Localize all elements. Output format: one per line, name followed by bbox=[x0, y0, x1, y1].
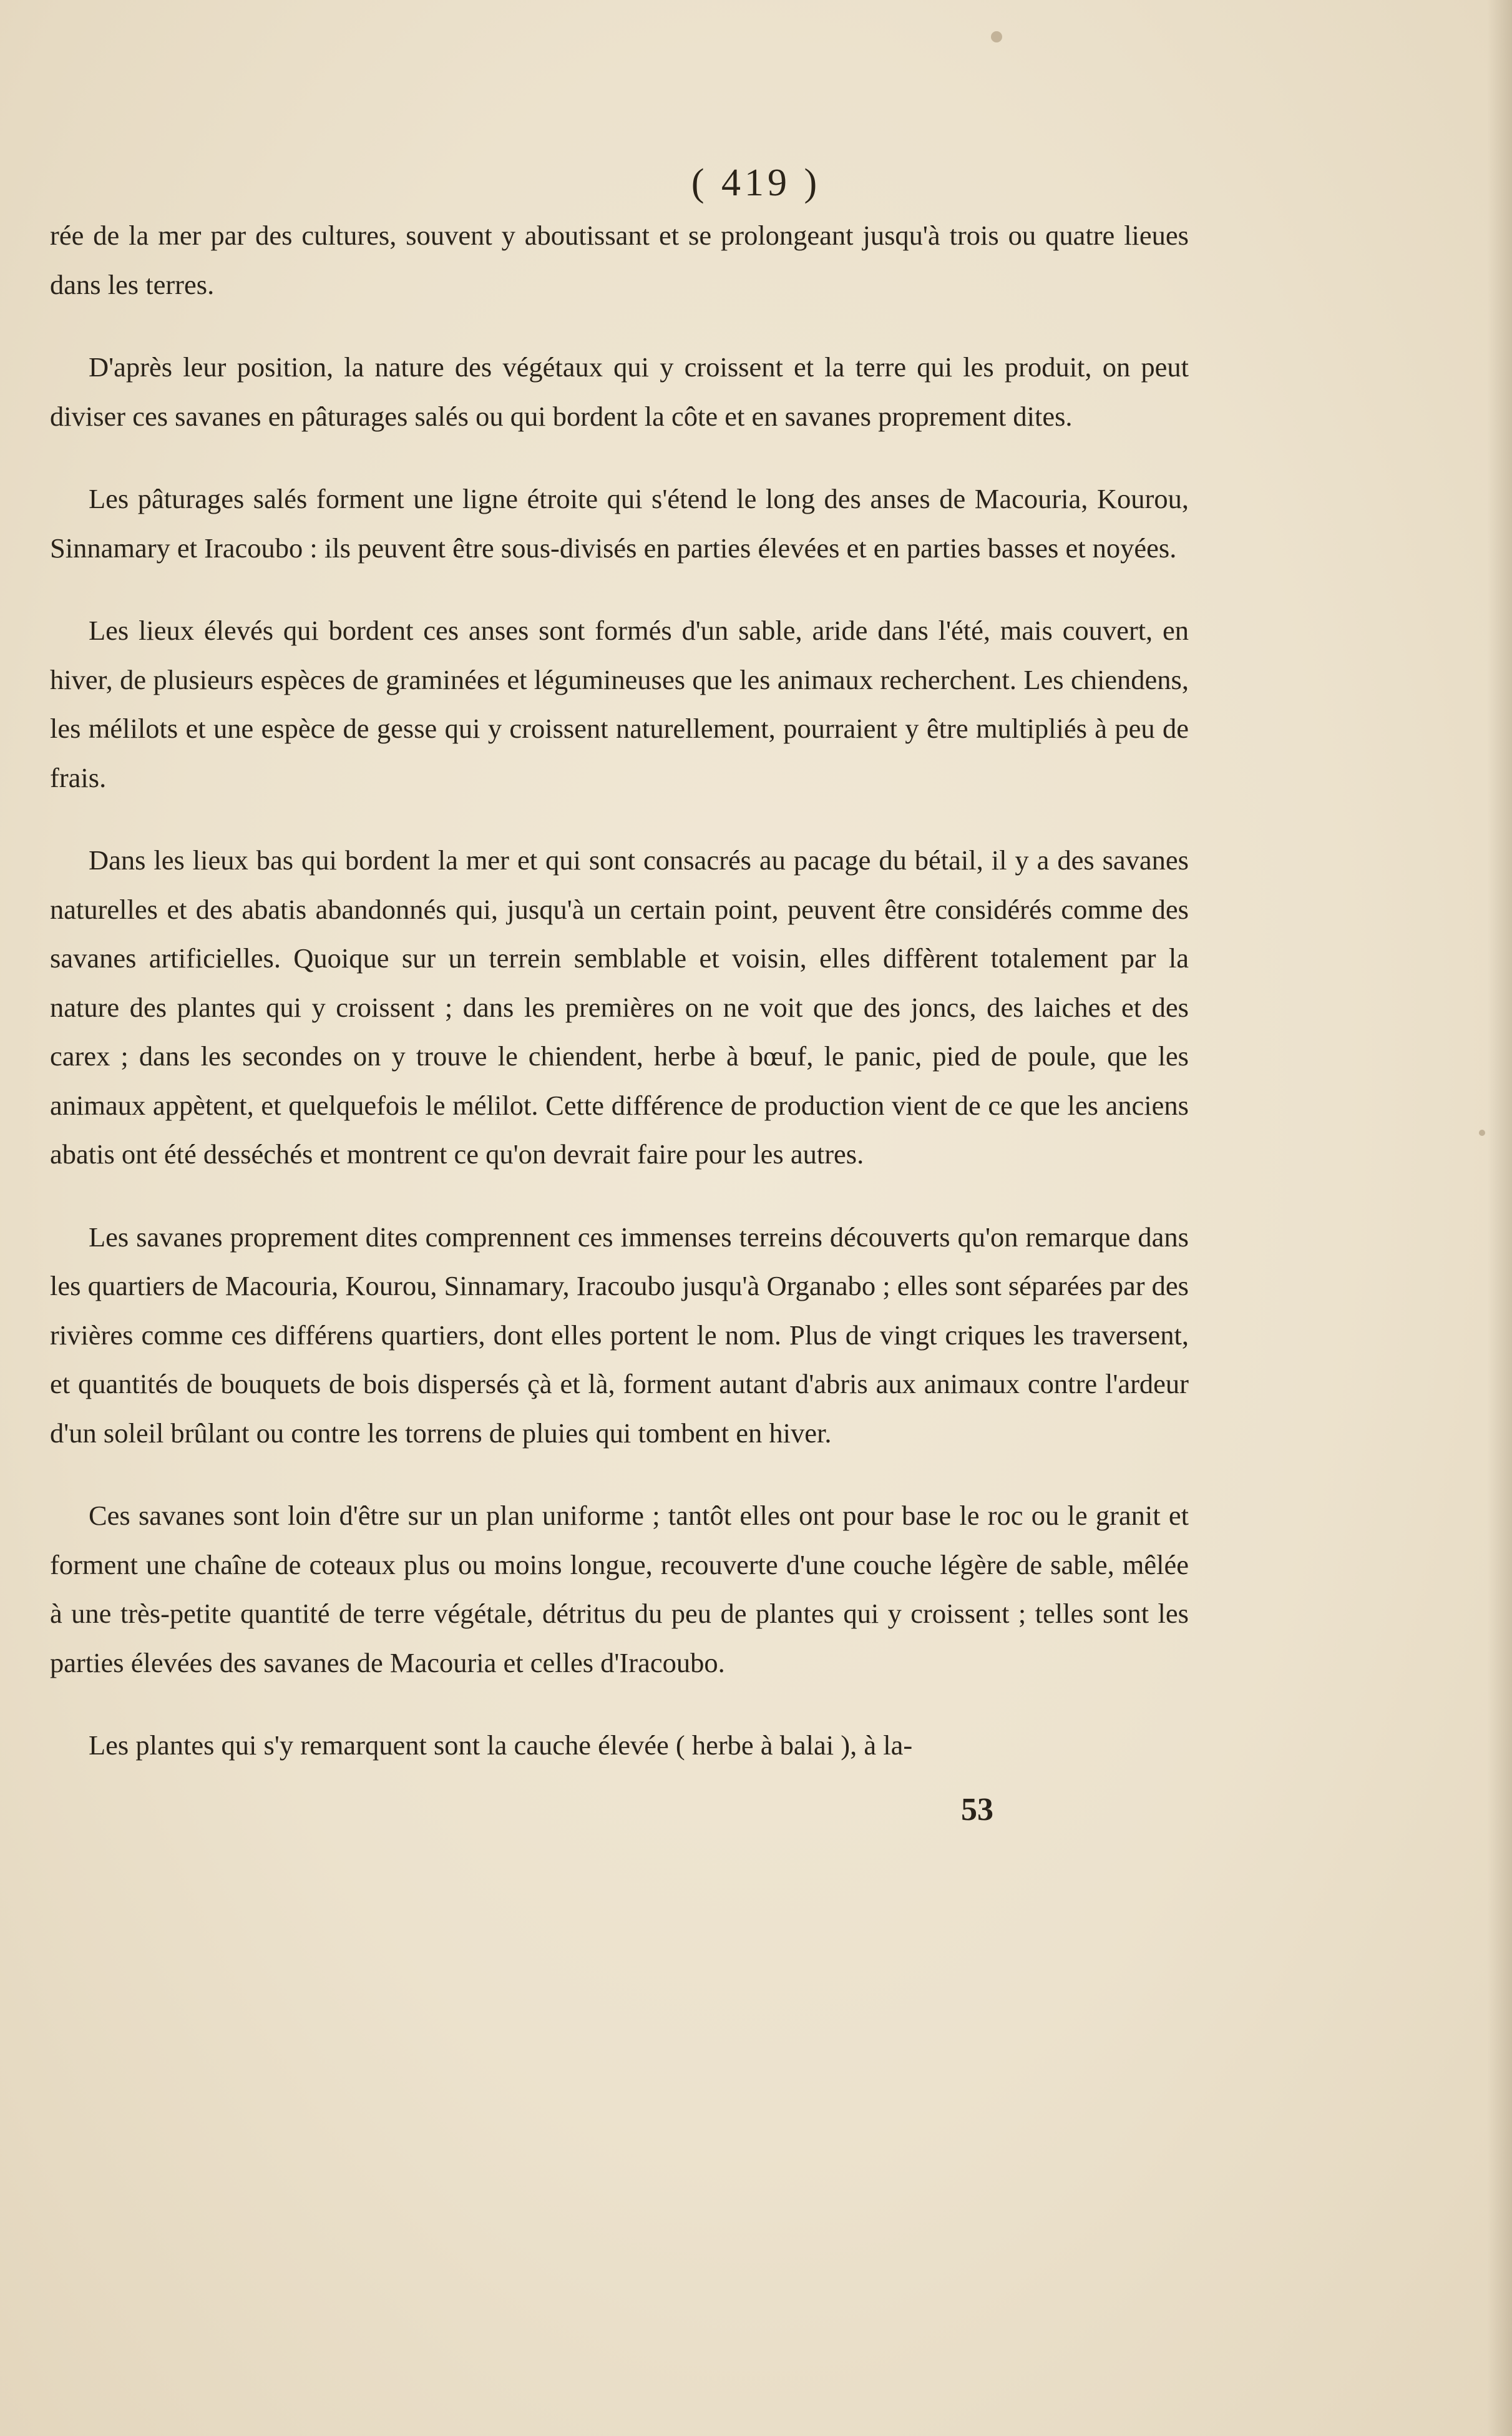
paper-stain bbox=[1479, 1130, 1485, 1136]
paragraph-6: Les savanes proprement dites comprennent ces immenses terreins découverts qu'on remarque dans les quartiers de Macouria, Kourou, Sinnamary, Iracoubo jusqu'à Organabo ; elles sont séparées par des rivières comme ces différens quartiers, dont elles portent le nom. Plus de vingt criques les traversent, et quantités de bouquets de bois dispersés çà et là, forment autant d'abris aux animaux contre l'ardeur d'un soleil brûlant ou contre les torrens de pluies qui tombent en hiver. bbox=[50, 1221, 1189, 1449]
page-number: ( 419 ) bbox=[691, 162, 821, 204]
paragraph-1: rée de la mer par des cultures, souvent y aboutissant et se prolongeant jusqu'à trois ou quatre lieues dans les terres. bbox=[50, 220, 1189, 300]
paragraph-3: Les pâturages salés forment une ligne étroite qui s'étend le long des anses de Macouria, Kourou, Sinnamary et Iracoubo : ils peuvent être sous-divisés en parties élevées et en parties basses et noyées. bbox=[50, 483, 1189, 564]
paragraph-7: Ces savanes sont loin d'être sur un plan uniforme ; tantôt elles ont pour base le roc ou le granit et forment une chaîne de coteaux plus ou moins longue, recouverte d'une couche légère de sable, mêlée à une très-petite quantité de terre végétale, détritus du peu de plantes qui y croissent ; telles sont les parties élevées des savanes de Macouria et celles d'Iracoubo. bbox=[50, 1500, 1189, 1678]
signature-mark: 53 bbox=[961, 1792, 993, 1827]
paragraph-8: Les plantes qui s'y remarquent sont la cauche élevée ( herbe à balai ), à la- bbox=[89, 1729, 913, 1761]
page-edge-shadow bbox=[1487, 0, 1512, 2436]
paragraph-4: Les lieux élevés qui bordent ces anses sont formés d'un sable, aride dans l'été, mais couvert, en hiver, de plusieurs espèces de graminées et légumineuses que les animaux recherchent. Les chiendens, les mélilots et une espèce de gesse qui y croissent naturellement, pourraient y être multipliés à peu de frais. bbox=[50, 615, 1189, 793]
paragraph-2: D'après leur position, la nature des végétaux qui y croissent et la terre qui les produit, on peut diviser ces savanes en pâturages salés ou qui bordent la côte et en savanes proprement dites. bbox=[50, 351, 1189, 432]
paper-stain bbox=[991, 31, 1002, 42]
body-text bbox=[50, 211, 1189, 1804]
paragraph-5: Dans les lieux bas qui bordent la mer et qui sont consacrés au pacage du bétail, il y a des savanes naturelles et des abatis abandonnés qui, jusqu'à un certain point, peuvent être considérés comme des savanes artificielles. Quoique sur un terrein semblable et voisin, elles diffèrent totalement par la nature des plantes qui y croissent ; dans les premières on ne voit que des joncs, des laiches et des carex ; dans les secondes on y trouve le chiendent, herbe à bœuf, le panic, pied de poule, que les animaux appètent, et quelquefois le mélilot. Cette différence de production vient de ce que les anciens abatis ont été desséchés et montrent ce qu'on devrait faire pour les autres. bbox=[50, 844, 1189, 1170]
